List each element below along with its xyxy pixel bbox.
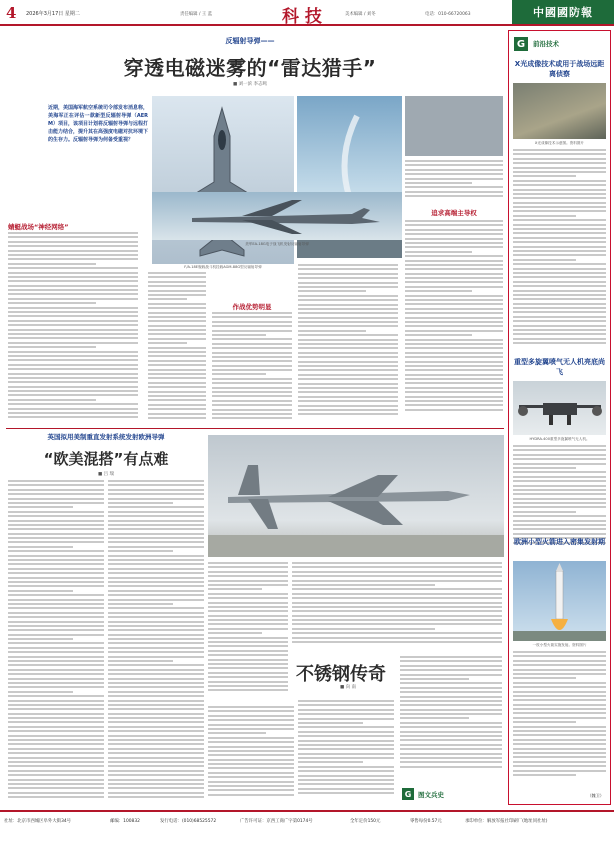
pilot-photo [405, 96, 503, 156]
footer-address: 社址：北京市西城区阜外大街34号 [4, 819, 72, 824]
third-column-top [292, 562, 502, 652]
sidebar-heading: 前沿技术 [533, 40, 559, 48]
issue-date: 2026年3月17日 星期二 [26, 11, 80, 17]
footer-printer: 承印单位：解放军报社印刷厂(地址同社址) [465, 819, 548, 824]
subhead-3: 追求高端主导权 [431, 209, 477, 217]
second-kicker: 英国拟用美制重直发射系统发射欧洲导弹 [47, 433, 165, 441]
third-column-1a [208, 562, 288, 702]
footer-postcode: 邮编：100832 [110, 819, 140, 824]
column-label: 图文兵史 [418, 791, 444, 799]
sidebar-text-1 [513, 149, 606, 369]
sidebar-badge-icon: G [514, 37, 528, 51]
third-column-2 [298, 700, 394, 806]
jet-photo-caption: F/A-18E舰载战斗机挂载AGM-88G型反辐射导弹 [184, 265, 262, 269]
sidebar-item-title: X光成像技术或用于战场远距离侦察 [514, 60, 605, 78]
ea18g-caption: 美军EA-18G电子战飞机发射反辐射导弹 [245, 242, 309, 246]
mig-photo [208, 435, 504, 557]
article-column-1 [8, 232, 138, 424]
section-divider-1 [6, 428, 504, 429]
sidebar-text-3 [513, 651, 606, 791]
frontier-tech-sidebar [508, 30, 611, 805]
sidebar-sign: （魏卫） [587, 793, 604, 798]
column-badge-icon: G [402, 788, 414, 800]
phone-number: 电话：010-66720063 [425, 12, 471, 17]
sidebar-item-caption: HYDRA-400重型多旋翼喷气无人机。 [529, 437, 590, 441]
article-column-3 [212, 312, 292, 424]
sidebar-item-caption: 一枚小型火箭实施发射。资料图片 [532, 643, 587, 647]
page-number: 4 [6, 4, 17, 22]
second-title: “欧美混搭”有点难 [43, 450, 169, 468]
article-byline: ■ 刘一滨 李志鸣 [232, 82, 268, 87]
sidebar-item-title: 欧洲小型火箭进入密集发射期 [514, 538, 605, 546]
article-column-2 [148, 272, 206, 424]
third-column-1b [208, 706, 294, 806]
second-byline: ■ 吕 瑞 [97, 472, 115, 477]
editor-credit: 责任编辑 / 王 蓝 [180, 12, 213, 17]
sidebar-item-title: 重型多旋翼喷气无人机亮底尚飞 [514, 358, 605, 376]
article-lead: 近期，美国海军航空系统司令部发布消息称，美海军正在评估一款新型反辐射导弹（AERM）项目，该项目计划将反辐射导弹与远程打击能力结合，提升其在高强度电磁对抗环境下的生存力。反辐射导弹为何备受重视？ [48, 105, 148, 143]
xray-photo [513, 83, 606, 139]
article-column-5a [405, 160, 503, 204]
footer-price: 全年定价150元 [350, 819, 381, 824]
drone-photo [513, 381, 606, 435]
rocket-photo [513, 561, 606, 641]
page-footer [0, 810, 614, 842]
subhead-2: 作战优势明显 [232, 303, 272, 311]
ea18g-photo [152, 192, 402, 240]
footer-ad-license: 广告许可证：京西工商广字第0174号 [240, 819, 313, 824]
subhead-1: 蜻蜓战场“神经网络” [8, 223, 69, 231]
designer-credit: 美术编辑 / 刘冬 [345, 12, 376, 17]
second-column-2 [108, 480, 204, 806]
article-column-4 [298, 264, 398, 424]
section-title: 科 技 [282, 7, 322, 27]
third-title: 不锈钢传奇 [296, 664, 386, 685]
article-column-5b [405, 220, 503, 424]
sidebar-item-caption: X光成像技术示意图。资料图片 [534, 141, 585, 145]
second-column-1 [8, 480, 104, 806]
newspaper-logo: 中國國防報 [512, 0, 614, 24]
footer-single-price: 零售每份0.57元 [410, 819, 442, 824]
article-title: 穿透电磁迷雾的“雷达猎手” [123, 56, 377, 80]
article-kicker: 反辐射导弹—— [225, 37, 275, 45]
footer-hotline: 发行电话：(010)68525572 [160, 819, 217, 824]
third-column-3 [400, 656, 502, 786]
third-byline: ■ 向 南 [339, 685, 357, 690]
